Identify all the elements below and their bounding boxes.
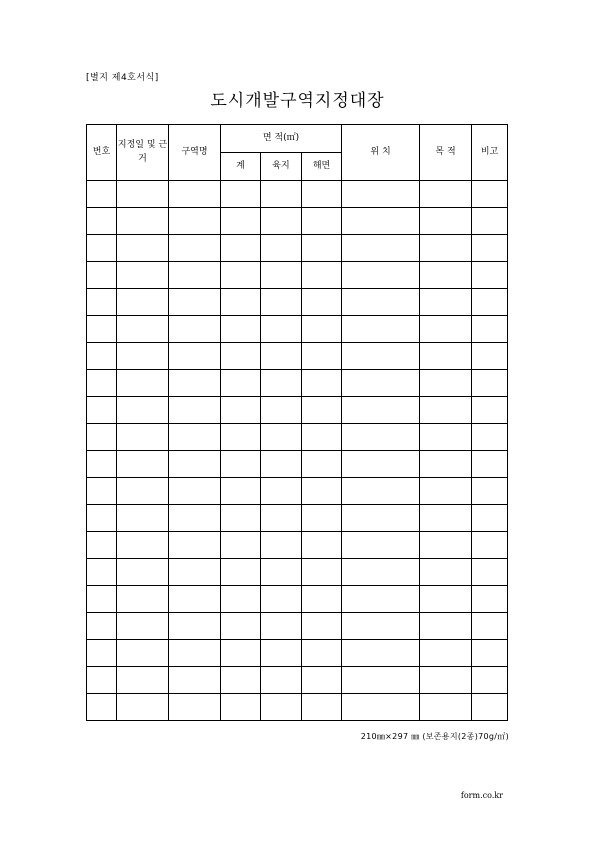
cell-area-land [261,586,302,613]
cell-purpose [420,316,472,343]
cell-number [87,532,117,559]
cell-area-land [261,316,302,343]
cell-area-total [221,478,261,505]
cell-purpose [420,181,472,208]
cell-number [87,505,117,532]
cell-area-sea [302,559,342,586]
cell-number [87,343,117,370]
cell-area-total [221,559,261,586]
header-area-land: 육지 [261,153,302,181]
header-district-name: 구역명 [169,125,221,181]
register-table [86,124,508,721]
cell-location [342,532,420,559]
table-row [87,532,508,559]
cell-number [87,208,117,235]
cell-district-name [169,181,221,208]
cell-remarks [472,559,508,586]
cell-area-total [221,613,261,640]
cell-purpose [420,370,472,397]
table-row [87,667,508,694]
cell-number [87,235,117,262]
cell-location [342,451,420,478]
cell-area-total [221,181,261,208]
form-label: [별지 제4호서식] [86,73,159,83]
table-row [87,640,508,667]
cell-designation-date-basis [117,505,169,532]
cell-designation-date-basis [117,289,169,316]
cell-area-land [261,262,302,289]
cell-designation-date-basis [117,478,169,505]
table-row [87,208,508,235]
cell-area-land [261,370,302,397]
cell-district-name [169,586,221,613]
cell-purpose [420,451,472,478]
cell-area-total [221,316,261,343]
cell-number [87,478,117,505]
cell-area-total [221,586,261,613]
cell-area-land [261,505,302,532]
table-row [87,505,508,532]
cell-area-sea [302,505,342,532]
cell-area-sea [302,370,342,397]
table-row [87,694,508,721]
cell-location [342,316,420,343]
cell-purpose [420,586,472,613]
cell-purpose [420,667,472,694]
cell-location [342,640,420,667]
cell-location [342,343,420,370]
cell-area-sea [302,235,342,262]
cell-number [87,424,117,451]
cell-number [87,586,117,613]
cell-remarks [472,640,508,667]
cell-area-sea [302,289,342,316]
cell-area-land [261,478,302,505]
cell-remarks [472,424,508,451]
cell-district-name [169,478,221,505]
cell-location [342,505,420,532]
cell-area-land [261,397,302,424]
cell-area-land [261,451,302,478]
cell-area-land [261,559,302,586]
cell-purpose [420,640,472,667]
header-row [87,125,508,153]
cell-area-sea [302,451,342,478]
table-row [87,586,508,613]
cell-designation-date-basis [117,397,169,424]
cell-remarks [472,451,508,478]
cell-district-name [169,316,221,343]
cell-area-sea [302,694,342,721]
cell-purpose [420,235,472,262]
cell-remarks [472,478,508,505]
cell-location [342,613,420,640]
paper-spec: 210㎜×297 ㎜ (보존용지(2종)70g/㎡) [360,732,509,741]
cell-remarks [472,235,508,262]
cell-area-land [261,424,302,451]
cell-area-sea [302,667,342,694]
table-row [87,397,508,424]
cell-designation-date-basis [117,694,169,721]
cell-area-total [221,505,261,532]
cell-remarks [472,694,508,721]
cell-district-name [169,289,221,316]
cell-location [342,235,420,262]
cell-location [342,262,420,289]
cell-location [342,208,420,235]
cell-district-name [169,694,221,721]
cell-purpose [420,478,472,505]
table-row [87,559,508,586]
cell-area-sea [302,181,342,208]
cell-number [87,370,117,397]
cell-designation-date-basis [117,667,169,694]
cell-purpose [420,289,472,316]
cell-area-land [261,667,302,694]
header-area: 면 적(㎡) [221,125,342,153]
cell-area-total [221,235,261,262]
cell-district-name [169,532,221,559]
cell-designation-date-basis [117,262,169,289]
cell-area-sea [302,532,342,559]
cell-remarks [472,667,508,694]
cell-location [342,586,420,613]
cell-area-total [221,667,261,694]
cell-district-name [169,667,221,694]
cell-remarks [472,289,508,316]
cell-area-land [261,208,302,235]
cell-district-name [169,208,221,235]
cell-area-sea [302,343,342,370]
cell-designation-date-basis [117,235,169,262]
cell-designation-date-basis [117,586,169,613]
cell-designation-date-basis [117,532,169,559]
cell-designation-date-basis [117,613,169,640]
cell-district-name [169,505,221,532]
cell-remarks [472,505,508,532]
cell-location [342,289,420,316]
cell-designation-date-basis [117,640,169,667]
cell-district-name [169,343,221,370]
cell-district-name [169,235,221,262]
cell-purpose [420,424,472,451]
cell-area-sea [302,613,342,640]
cell-designation-date-basis [117,451,169,478]
cell-district-name [169,262,221,289]
cell-purpose [420,343,472,370]
cell-area-total [221,262,261,289]
cell-designation-date-basis [117,208,169,235]
cell-area-sea [302,262,342,289]
cell-purpose [420,505,472,532]
cell-location [342,181,420,208]
cell-location [342,667,420,694]
header-area-total: 계 [221,153,261,181]
header-area-sea: 해면 [302,153,342,181]
cell-remarks [472,613,508,640]
cell-number [87,397,117,424]
cell-district-name [169,640,221,667]
cell-area-sea [302,424,342,451]
cell-remarks [472,262,508,289]
cell-area-sea [302,478,342,505]
cell-remarks [472,316,508,343]
table-row [87,424,508,451]
header-designation-date-basis: 지정일 및 근거 [117,125,169,181]
cell-location [342,397,420,424]
cell-purpose [420,559,472,586]
cell-remarks [472,343,508,370]
cell-remarks [472,532,508,559]
cell-area-sea [302,397,342,424]
cell-district-name [169,451,221,478]
cell-area-total [221,370,261,397]
cell-remarks [472,370,508,397]
cell-remarks [472,397,508,424]
table-row [87,316,508,343]
cell-area-total [221,397,261,424]
cell-area-land [261,694,302,721]
cell-area-total [221,640,261,667]
cell-area-total [221,343,261,370]
cell-area-land [261,181,302,208]
cell-district-name [169,397,221,424]
table-row [87,343,508,370]
cell-designation-date-basis [117,424,169,451]
site-mark: form.co.kr [460,791,503,800]
cell-purpose [420,532,472,559]
table-row [87,370,508,397]
header-remarks: 비고 [472,125,508,181]
cell-remarks [472,586,508,613]
cell-designation-date-basis [117,181,169,208]
cell-location [342,370,420,397]
register-body [87,181,508,721]
table-row [87,613,508,640]
cell-area-sea [302,208,342,235]
cell-remarks [472,208,508,235]
cell-remarks [472,181,508,208]
cell-area-land [261,532,302,559]
cell-area-total [221,694,261,721]
cell-purpose [420,397,472,424]
cell-purpose [420,613,472,640]
table-row [87,181,508,208]
cell-number [87,613,117,640]
cell-number [87,640,117,667]
table-row [87,451,508,478]
cell-district-name [169,613,221,640]
table-row [87,235,508,262]
cell-number [87,667,117,694]
cell-designation-date-basis [117,370,169,397]
cell-purpose [420,208,472,235]
cell-area-total [221,208,261,235]
cell-location [342,478,420,505]
cell-designation-date-basis [117,316,169,343]
cell-district-name [169,424,221,451]
header-number: 번호 [87,125,117,181]
table-row [87,262,508,289]
cell-number [87,559,117,586]
cell-area-total [221,289,261,316]
cell-area-sea [302,640,342,667]
table-row [87,478,508,505]
cell-district-name [169,370,221,397]
cell-designation-date-basis [117,559,169,586]
table-row [87,289,508,316]
cell-district-name [169,559,221,586]
cell-area-total [221,532,261,559]
cell-area-land [261,235,302,262]
cell-area-total [221,424,261,451]
cell-area-total [221,451,261,478]
cell-number [87,316,117,343]
cell-area-land [261,640,302,667]
cell-purpose [420,694,472,721]
cell-location [342,559,420,586]
cell-number [87,451,117,478]
cell-location [342,424,420,451]
cell-number [87,289,117,316]
cell-number [87,181,117,208]
header-location: 위 치 [342,125,420,181]
cell-area-land [261,613,302,640]
cell-area-land [261,289,302,316]
cell-area-sea [302,586,342,613]
header-purpose: 목 적 [420,125,472,181]
cell-area-land [261,343,302,370]
cell-number [87,262,117,289]
cell-area-sea [302,316,342,343]
document-title: 도시개발구역지정대장 [210,91,385,111]
cell-purpose [420,262,472,289]
cell-number [87,694,117,721]
cell-designation-date-basis [117,343,169,370]
cell-location [342,694,420,721]
